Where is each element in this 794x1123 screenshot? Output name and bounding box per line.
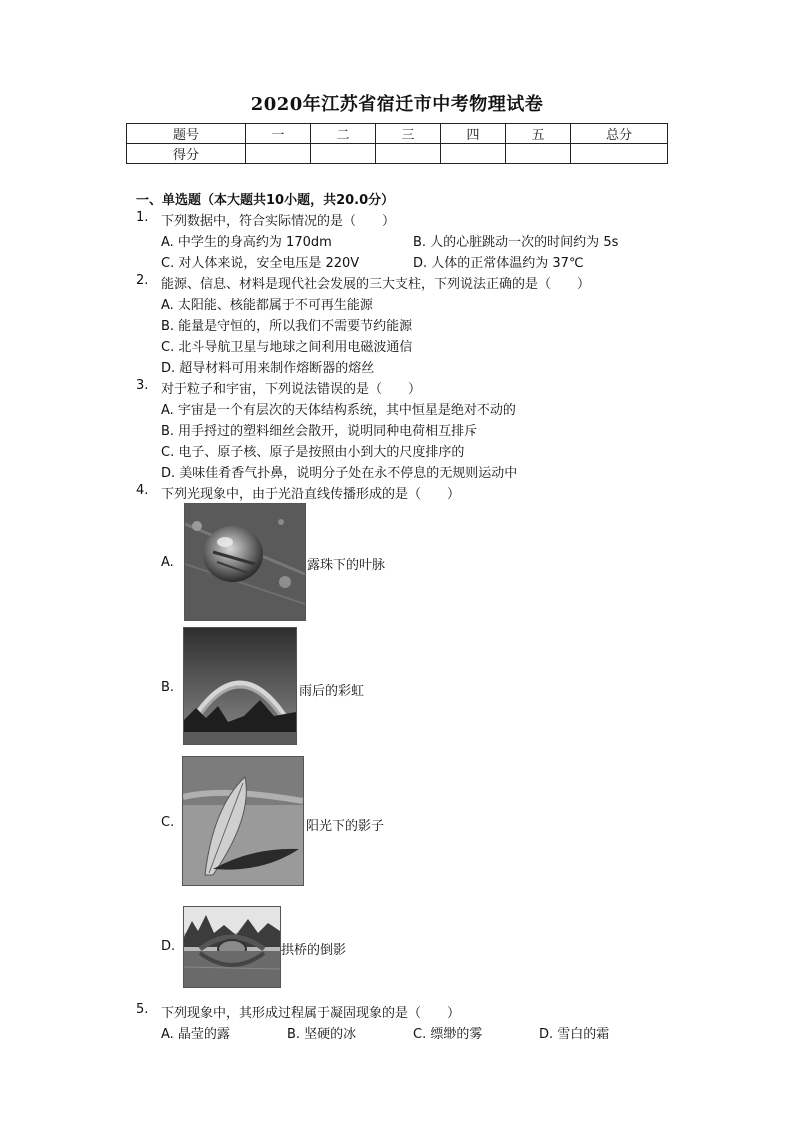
question-stem: 下列现象中，其形成过程属于凝固现象的是（ ）	[161, 1006, 461, 1021]
question-number: 2.	[136, 273, 149, 288]
score-cell-empty	[246, 144, 311, 164]
score-cell-empty	[376, 144, 441, 164]
option-c-letter: C.	[161, 815, 175, 830]
question-stem: 对于粒子和宇宙，下列说法错误的是（ ）	[161, 382, 422, 397]
question-stem: 下列数据中，符合实际情况的是（ ）	[161, 214, 396, 229]
leaf-shadow-photo	[182, 756, 304, 886]
option-d: D. 美味佳肴香气扑鼻，说明分子处在永不停息的无规则运动中	[161, 466, 518, 481]
option-c: C. 对人体来说，安全电压是 220V	[161, 256, 360, 271]
option-d: D. 雪白的霜	[539, 1027, 610, 1042]
score-cell: 三	[376, 124, 441, 144]
option-c: C. 北斗导航卫星与地球之间利用电磁波通信	[161, 340, 413, 355]
option-b: B. 人的心脏跳动一次的时间约为 5s	[413, 235, 619, 250]
option-a: A. 宇宙是一个有层次的天体结构系统，其中恒星是绝对不动的	[161, 403, 516, 418]
exam-title: 2020年江苏省宿迁市中考物理试卷	[250, 94, 544, 115]
score-cell-empty	[506, 144, 571, 164]
score-cell: 二	[311, 124, 376, 144]
score-cell: 四	[441, 124, 506, 144]
question-stem: 能源、信息、材料是现代社会发展的三大支柱，下列说法正确的是（ ）	[161, 277, 591, 292]
option-b: B. 用手捋过的塑料细丝会散开，说明同种电荷相互排斥	[161, 424, 478, 439]
option-b: B. 坚硬的冰	[287, 1027, 357, 1042]
option-d: D. 人体的正常体温约为 37℃	[413, 256, 584, 271]
question-number: 4.	[136, 483, 149, 498]
option-c-caption: 阳光下的影子	[306, 819, 385, 834]
rainbow-photo	[183, 627, 297, 745]
option-d: D. 超导材料可用来制作熔断器的熔丝	[161, 361, 375, 376]
score-cell-empty	[571, 144, 668, 164]
dewdrop-leaf-photo	[184, 503, 306, 621]
option-a-letter: A.	[161, 555, 174, 570]
option-b-caption: 雨后的彩虹	[299, 684, 365, 699]
question-number: 3.	[136, 378, 149, 393]
section-heading: 一、单选题（本大题共10小题，共20.0分）	[136, 193, 395, 208]
score-cell: 五	[506, 124, 571, 144]
option-a-caption: 露珠下的叶脉	[307, 558, 386, 573]
arch-bridge-reflection-photo	[183, 906, 281, 988]
option-b-letter: B.	[161, 680, 175, 695]
option-c: C. 电子、原子核、原子是按照由小到大的尺度排序的	[161, 445, 465, 460]
score-cell: 得分	[127, 144, 246, 164]
score-cell-empty	[441, 144, 506, 164]
option-a: A. 太阳能、核能都属于不可再生能源	[161, 298, 373, 313]
option-a: A. 晶莹的露	[161, 1027, 230, 1042]
option-a: A. 中学生的身高约为 170dm	[161, 235, 332, 250]
option-d-letter: D.	[161, 939, 176, 954]
score-table-header-row	[127, 124, 668, 144]
score-cell-empty	[311, 144, 376, 164]
score-cell: 题号	[127, 124, 246, 144]
score-table-score-row	[127, 144, 668, 164]
score-cell: 一	[246, 124, 311, 144]
option-c: C. 缥缈的雾	[413, 1027, 483, 1042]
question-number: 5.	[136, 1002, 149, 1017]
score-cell: 总分	[571, 124, 668, 144]
question-number: 1.	[136, 210, 149, 225]
score-table	[126, 123, 668, 164]
option-d-caption: 拱桥的倒影	[281, 943, 347, 958]
option-b: B. 能量是守恒的，所以我们不需要节约能源	[161, 319, 413, 334]
question-stem: 下列光现象中，由于光沿直线传播形成的是（ ）	[161, 487, 461, 502]
